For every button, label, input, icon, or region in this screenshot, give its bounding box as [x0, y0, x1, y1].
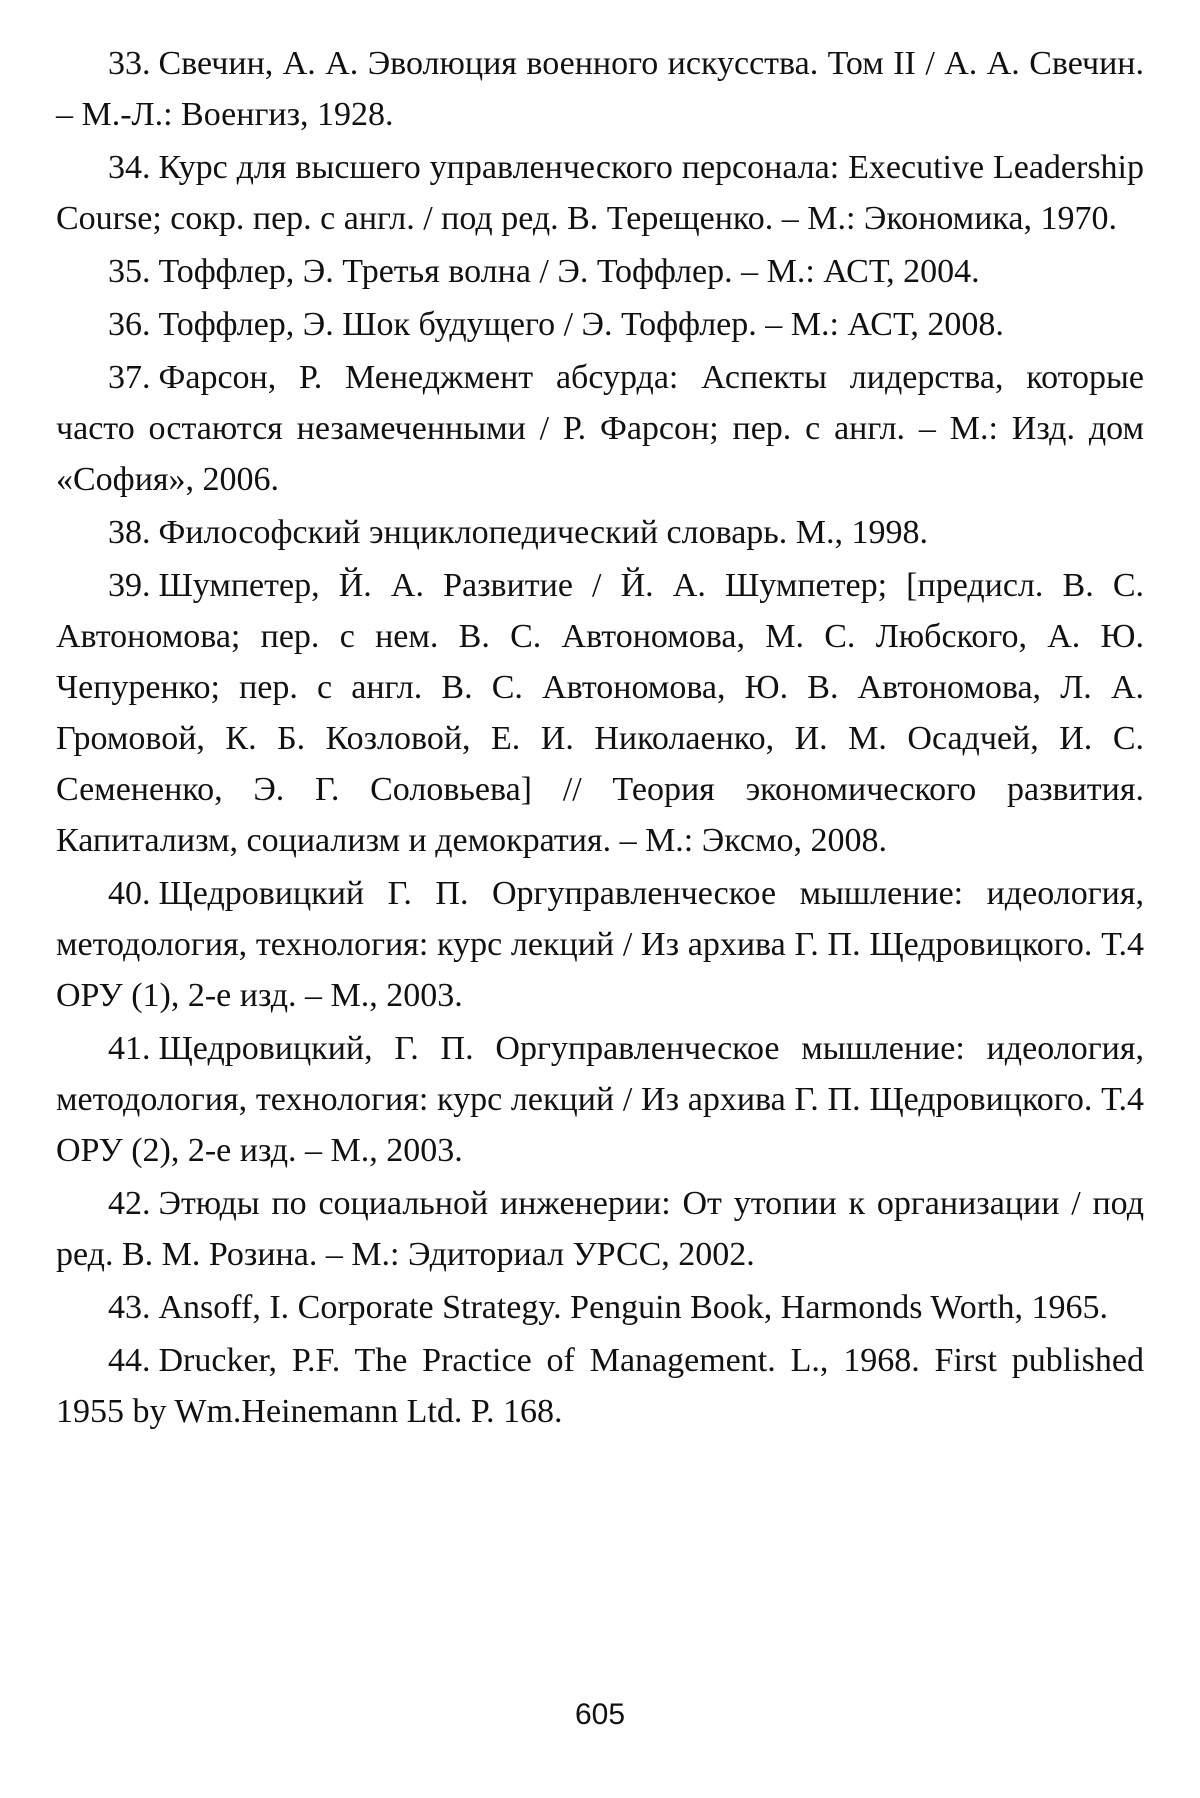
reference-number: 34. — [108, 149, 151, 186]
reference-item-43 — [56, 1282, 1144, 1333]
reference-number: 40. — [108, 875, 151, 912]
reference-item-41 — [56, 1023, 1144, 1176]
reference-text: Этюды по социальной инженерии: От утопии к организации / под ред. В. М. Розина. – М.: Эдиториал УРСС, 2002. — [56, 1185, 1144, 1273]
reference-text: Фарсон, Р. Менеджмент абсурда: Аспекты лидерства, которые часто остаются незамеченными / Р. Фарсон; пер. с англ. – М.: Изд. дом «София», 2006. — [56, 359, 1144, 498]
reference-number: 41. — [108, 1030, 151, 1067]
reference-text: Drucker, P.F. The Practice of Management. L., 1968. First published 1955 by Wm.Heinemann Ltd. P. 168. — [56, 1342, 1144, 1430]
reference-number: 36. — [108, 306, 151, 343]
reference-text: Щедровицкий, Г. П. Оргуправленческое мышление: идеология, методология, технология: курс лекций / Из архива Г. П. Щедровицкого. Т.4 ОРУ (2), 2-е изд. – М., 2003. — [56, 1030, 1144, 1169]
reference-list — [56, 38, 1144, 1439]
reference-item-34 — [56, 142, 1144, 244]
reference-text: Щедровицкий Г. П. Оргуправленческое мышление: идеология, методология, технология: курс лекций / Из архива Г. П. Щедровицкого. Т.4 ОРУ (1), 2-е изд. – М., 2003. — [56, 875, 1144, 1014]
reference-number: 33. — [108, 45, 151, 82]
reference-number: 35. — [108, 253, 151, 290]
reference-text: Тоффлер, Э. Третья волна / Э. Тоффлер. – М.: АСТ, 2004. — [158, 253, 980, 290]
reference-text: Тоффлер, Э. Шок будущего / Э. Тоффлер. – М.: АСТ, 2008. — [158, 306, 1004, 343]
reference-number: 42. — [108, 1185, 151, 1222]
reference-item-39 — [56, 560, 1144, 866]
reference-item-35 — [56, 246, 1144, 297]
reference-item-33 — [56, 38, 1144, 140]
reference-text: Курс для высшего управленческого персонала: Executive Leadership Course; сокр. пер. с англ. / под ред. В. Терещенко. – М.: Экономика, 1970. — [56, 149, 1144, 237]
reference-item-40 — [56, 868, 1144, 1021]
reference-text: Ansoff, I. Corporate Strategy. Penguin Book, Harmonds Worth, 1965. — [158, 1289, 1108, 1326]
reference-number: 39. — [108, 567, 151, 604]
reference-text: Шумпетер, Й. А. Развитие / Й. А. Шумпетер; [предисл. В. С. Автономова; пер. с нем. В. С. Автономова, М. С. Любского, А. Ю. Чепуренко; пер. с англ. В. С. Автономова, Ю. В. Автономова, Л. А. Громовой, К. Б. Козловой, Е. И. Николаенко, И. М. Осадчей, И. С. Семененко, Э. Г. Соловьева] // Теория экономического развития. Капитализм, социализм и демократия. – М.: Эксмо, 2008. — [56, 567, 1144, 859]
page-number: 605 — [574, 1698, 626, 1731]
reference-text: Свечин, А. А. Эволюция военного искусства. Том II / А. А. Свечин. – М.-Л.: Военгиз, 1928. — [56, 45, 1144, 133]
reference-number: 44. — [108, 1342, 151, 1379]
reference-item-44 — [56, 1335, 1144, 1437]
reference-item-36 — [56, 299, 1144, 350]
reference-number: 38. — [108, 514, 151, 551]
reference-item-38 — [56, 507, 1144, 558]
reference-item-37 — [56, 352, 1144, 505]
reference-item-42 — [56, 1178, 1144, 1280]
reference-number: 43. — [108, 1289, 151, 1326]
reference-number: 37. — [108, 359, 151, 396]
reference-text: Философский энциклопедический словарь. М., 1998. — [158, 514, 929, 551]
